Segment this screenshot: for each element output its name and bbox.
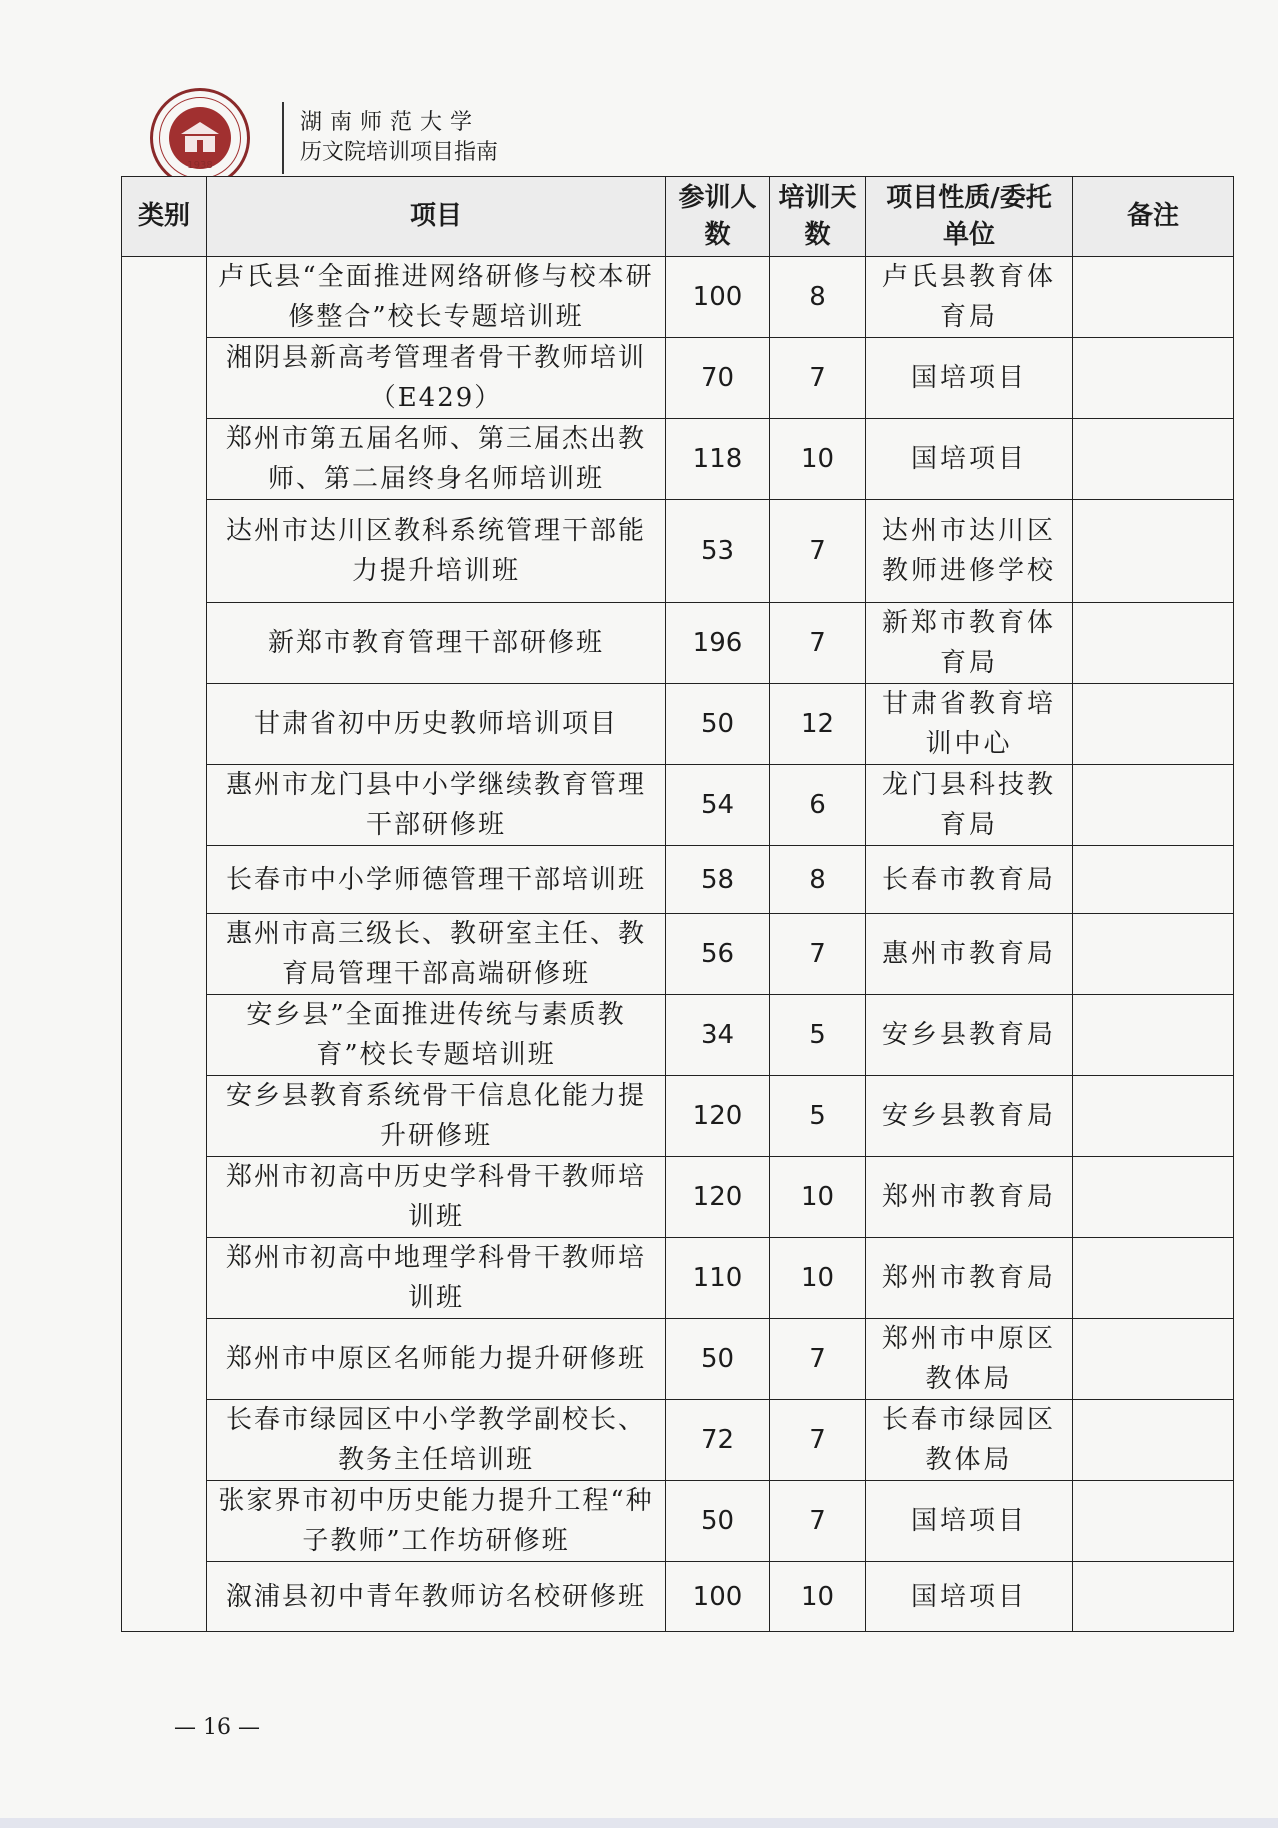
header-nature: 项目性质/委托单位 [866,177,1073,257]
days-cell: 10 [770,1157,866,1238]
project-cell: 甘肃省初中历史教师培训项目 [207,684,666,765]
table-header-row [122,177,1234,257]
scan-edge [0,1818,1278,1828]
unit-cell: 国培项目 [866,419,1073,500]
project-cell: 卢氏县“全面推进网络研修与校本研修整合”校长专题培训班 [207,257,666,338]
participants-cell: 70 [666,338,770,419]
unit-cell: 新郑市教育体育局 [866,603,1073,684]
project-cell: 安乡县”全面推进传统与素质教育”校长专题培训班 [207,995,666,1076]
table-row [122,1400,1234,1481]
participants-cell: 120 [666,1157,770,1238]
table-row [122,338,1234,419]
remarks-cell [1073,1157,1234,1238]
document-header [150,88,498,188]
unit-cell: 达州市达川区教师进修学校 [866,500,1073,603]
days-cell: 10 [770,419,866,500]
guide-subtitle: 历文院培训项目指南 [300,140,499,165]
participants-cell: 56 [666,914,770,995]
days-cell: 7 [770,914,866,995]
table-row [122,1238,1234,1319]
header-project: 项目 [207,177,666,257]
table-row [122,846,1234,914]
unit-cell: 郑州市教育局 [866,1238,1073,1319]
unit-cell: 安乡县教育局 [866,995,1073,1076]
university-name: 湖南师范大学 [300,110,481,135]
days-cell: 5 [770,995,866,1076]
days-cell: 7 [770,338,866,419]
remarks-cell [1073,1238,1234,1319]
days-cell: 7 [770,603,866,684]
participants-cell: 58 [666,846,770,914]
header-category: 类别 [122,177,207,257]
table-row [122,1481,1234,1562]
days-cell: 8 [770,257,866,338]
days-cell: 7 [770,500,866,603]
project-cell: 郑州市中原区名师能力提升研修班 [207,1319,666,1400]
table-row [122,914,1234,995]
days-cell: 10 [770,1238,866,1319]
remarks-cell [1073,1481,1234,1562]
participants-cell: 196 [666,603,770,684]
header-text [300,108,498,168]
table-row [122,1157,1234,1238]
project-cell: 达州市达川区教科系统管理干部能力提升培训班 [207,500,666,603]
remarks-cell [1073,914,1234,995]
project-cell: 长春市绿园区中小学教学副校长、教务主任培训班 [207,1400,666,1481]
remarks-cell [1073,1076,1234,1157]
project-cell: 惠州市龙门县中小学继续教育管理干部研修班 [207,765,666,846]
project-cell: 新郑市教育管理干部研修班 [207,603,666,684]
remarks-cell [1073,338,1234,419]
table-body [122,257,1234,1632]
table-row [122,765,1234,846]
project-cell: 安乡县教育系统骨干信息化能力提升研修班 [207,1076,666,1157]
project-cell: 溆浦县初中青年教师访名校研修班 [207,1562,666,1632]
unit-cell: 卢氏县教育体育局 [866,257,1073,338]
remarks-cell [1073,846,1234,914]
table-row [122,995,1234,1076]
unit-cell: 安乡县教育局 [866,1076,1073,1157]
project-cell: 郑州市第五届名师、第三届杰出教师、第二届终身名师培训班 [207,419,666,500]
participants-cell: 110 [666,1238,770,1319]
unit-cell: 郑州市教育局 [866,1157,1073,1238]
header-participants: 参训人数 [666,177,770,257]
header-divider [282,102,284,174]
days-cell: 7 [770,1481,866,1562]
project-cell: 郑州市初高中历史学科骨干教师培训班 [207,1157,666,1238]
unit-cell: 长春市绿园区教体局 [866,1400,1073,1481]
participants-cell: 72 [666,1400,770,1481]
days-cell: 6 [770,765,866,846]
participants-cell: 50 [666,1481,770,1562]
header-remarks: 备注 [1073,177,1234,257]
university-seal-icon [150,88,250,188]
unit-cell: 惠州市教育局 [866,914,1073,995]
page-number: — 16 — [174,1715,260,1740]
participants-cell: 34 [666,995,770,1076]
unit-cell: 国培项目 [866,1481,1073,1562]
remarks-cell [1073,1400,1234,1481]
remarks-cell [1073,1319,1234,1400]
header-days: 培训天数 [770,177,866,257]
training-table [121,176,1234,1632]
unit-cell: 郑州市中原区教体局 [866,1319,1073,1400]
project-cell: 湘阴县新高考管理者骨干教师培训（E429） [207,338,666,419]
category-cell [122,257,207,1632]
participants-cell: 118 [666,419,770,500]
project-cell: 长春市中小学师德管理干部培训班 [207,846,666,914]
remarks-cell [1073,257,1234,338]
remarks-cell [1073,1562,1234,1632]
unit-cell: 甘肃省教育培训中心 [866,684,1073,765]
table-row [122,1319,1234,1400]
remarks-cell [1073,995,1234,1076]
unit-cell: 国培项目 [866,1562,1073,1632]
table-row [122,419,1234,500]
days-cell: 12 [770,684,866,765]
participants-cell: 54 [666,765,770,846]
participants-cell: 53 [666,500,770,603]
table-row [122,684,1234,765]
days-cell: 5 [770,1076,866,1157]
table-row [122,1562,1234,1632]
participants-cell: 50 [666,684,770,765]
participants-cell: 50 [666,1319,770,1400]
project-cell: 惠州市高三级长、教研室主任、教育局管理干部高端研修班 [207,914,666,995]
project-cell: 郑州市初高中地理学科骨干教师培训班 [207,1238,666,1319]
unit-cell: 国培项目 [866,338,1073,419]
remarks-cell [1073,500,1234,603]
seal-year: 1938 [187,160,213,171]
project-cell: 张家界市初中历史能力提升工程“种子教师”工作坊研修班 [207,1481,666,1562]
participants-cell: 100 [666,1562,770,1632]
table-row [122,257,1234,338]
remarks-cell [1073,603,1234,684]
table-row [122,603,1234,684]
remarks-cell [1073,684,1234,765]
remarks-cell [1073,765,1234,846]
participants-cell: 100 [666,257,770,338]
unit-cell: 龙门县科技教育局 [866,765,1073,846]
days-cell: 7 [770,1319,866,1400]
table-row [122,1076,1234,1157]
days-cell: 10 [770,1562,866,1632]
remarks-cell [1073,419,1234,500]
participants-cell: 120 [666,1076,770,1157]
unit-cell: 长春市教育局 [866,846,1073,914]
days-cell: 7 [770,1400,866,1481]
days-cell: 8 [770,846,866,914]
table-row [122,500,1234,603]
